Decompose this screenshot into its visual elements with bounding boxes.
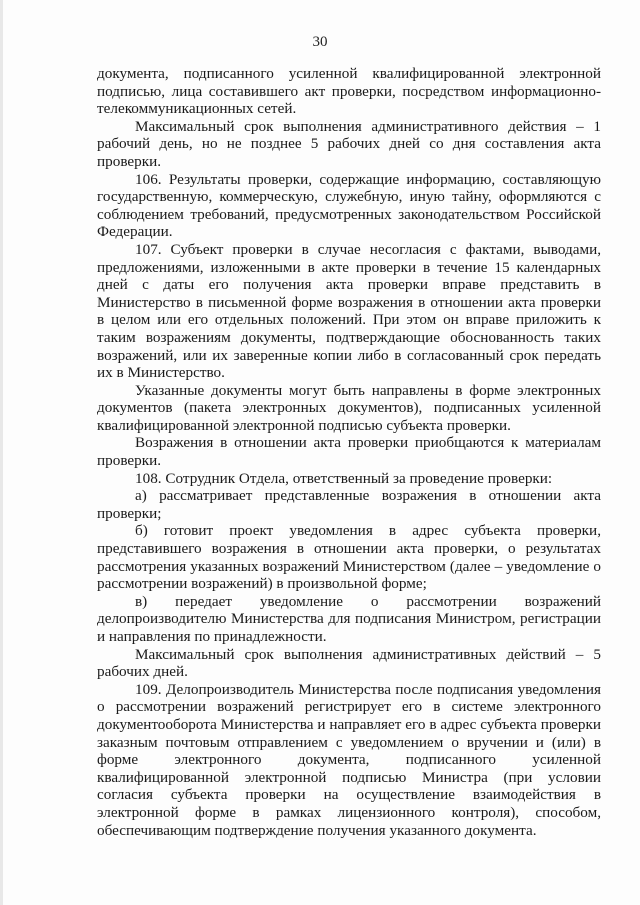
- paragraph: 107. Субъект проверки в случае несогласия с фактами, выводами, предложениями, изложенными в акте проверки в течение 15 календарных дней с даты его получения акта проверки вправе представить в Министерство в письменной форме возражения в отношении акта проверки в целом или его отдельных положений. При этом он вправе приложить к таким возражениям документы, подтверждающие обоснованность таких возражений, или их заверенные копии либо в согласованный срок передать их в Министерство.: [97, 240, 601, 382]
- paragraph: в) передает уведомление о рассмотрении возражений делопроизводителю Министерства для подписания Министром, регистрации и направления по принадлежности.: [97, 592, 601, 645]
- paragraph: Возражения в отношении акта проверки приобщаются к материалам проверки.: [97, 434, 601, 470]
- paragraph: 108. Сотрудник Отдела, ответственный за проведение проверки:: [135, 469, 553, 487]
- paragraph: Указанные документы могут быть направлены в форме электронных документов (пакета электронных документов), подписанных усиленной квалифицированной электронной подписью субъекта проверки.: [97, 381, 601, 434]
- page-number: 30: [312, 34, 328, 50]
- paragraph: а) рассматривает представленные возражения в отношении акта проверки;: [97, 487, 601, 522]
- paragraph: Максимальный срок выполнения административного действия – 1 рабочий день, но не позднее 5 рабочих дней со дня составления акта проверки.: [97, 117, 601, 170]
- paragraph: б) готовит проект уведомления в адрес субъекта проверки, представившего возражения в отношении акта проверки, о результатах рассмотрения указанных возражений Министерством (далее – уведомление о рассмотрении возражений) в произвольной форме;: [97, 522, 601, 593]
- document-body: [97, 65, 601, 839]
- paragraph: 109. Делопроизводитель Министерства после подписания уведомления о рассмотрении возражений регистрирует его в системе электронного документооборота Министерства и направляет его в адрес субъекта проверки заказным почтовым отправлением с уведомлением о вручении и (или) в форме электронного документа, подписанного усиленной квалифицированной электронной подписью Министра (при условии согласия субъекта проверки на осуществление взаимодействия в электронной форме в рамках лицензионного контроля), способом, обеспечивающим подтверждение получения указанного документа.: [97, 680, 601, 839]
- scan-edge: [0, 0, 3, 905]
- paragraph: 106. Результаты проверки, содержащие информацию, составляющую государственную, коммерческую, служебную, иную тайну, оформляются с соблюдением требований, предусмотренных законодательством Российской Федерации.: [97, 170, 601, 241]
- paragraph: документа, подписанного усиленной квалифицированной электронной подписью, лица составившего акт проверки, посредством информационно-телекоммуникационных сетей.: [97, 65, 601, 118]
- paragraph: Максимальный срок выполнения административных действий – 5 рабочих дней.: [97, 645, 601, 681]
